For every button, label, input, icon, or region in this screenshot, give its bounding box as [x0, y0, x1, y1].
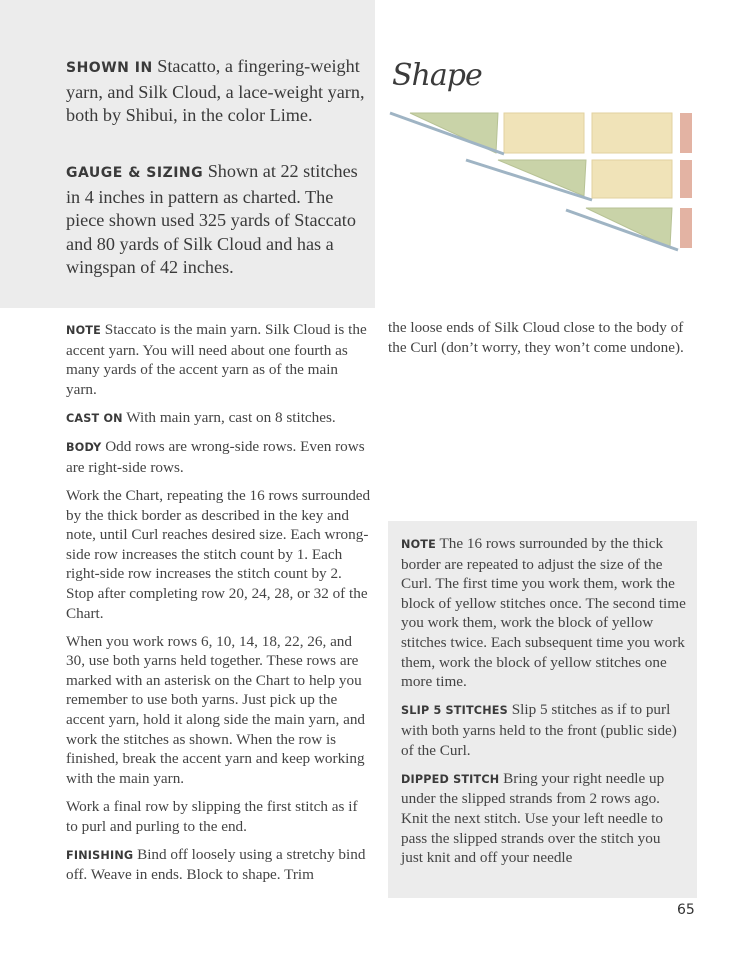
- note-text: Staccato is the main yarn. Silk Cloud is the accent yarn. You will need about one fourth as many yards of the accent yarn as of the main yarn.: [66, 321, 367, 398]
- finishing-paragraph: [66, 845, 371, 885]
- continuation-paragraph: the loose ends of Silk Cloud close to the body of the Curl (don’t worry, they won’t come undone).: [388, 319, 684, 356]
- gauge-paragraph: [66, 160, 366, 280]
- dipped-heading: DIPPED STITCH: [401, 772, 500, 786]
- gauge-heading: GAUGE & SIZING: [66, 165, 204, 181]
- slip-paragraph: [401, 700, 686, 760]
- note-box-content: [401, 534, 686, 876]
- shown-in-heading: SHOWN IN: [66, 60, 153, 76]
- right-column: [388, 318, 693, 366]
- note-box: [388, 521, 697, 898]
- pink-edge-2: [680, 160, 692, 198]
- note-box-text: The 16 rows surrounded by the thick border are repeated to adjust the size of the Curl. The first time you work them, work the block of yellow stitches once. The second time you work them, work the block of yellow stitches twice. Each subsequent time you work them, work the block of yellow stitches one more time.: [401, 535, 686, 691]
- yellow-block-1a: [504, 113, 584, 153]
- note-box-paragraph: [401, 534, 686, 692]
- page-number: 65: [677, 902, 695, 918]
- dipped-paragraph: [401, 769, 686, 868]
- cast-on-text: With main yarn, cast on 8 stitches.: [126, 408, 336, 426]
- cast-on-paragraph: [66, 408, 371, 429]
- pink-edge-3: [680, 208, 692, 248]
- rows-paragraph: When you work rows 6, 10, 14, 18, 22, 26, and 30, use both yarns held together. These rows are marked with an asterisk on the Chart to help you remember to use both yarns. Just pick up the accent yarn, hold it along side the main yarn, and work the stitches as shown. When the row is finished, break the accent yarn and keep working with the main yarn.: [66, 632, 366, 787]
- dipped-text: Bring your right needle up under the slipped strands from 2 rows ago. Knit the next stitch. Use your left needle to pass the slipped strands over the stitch you just knit and off your needle: [401, 769, 665, 867]
- body-heading: BODY: [66, 441, 102, 455]
- slip-text: Slip 5 stitches as if to purl with both yarns held to the front (public side) of the Curl.: [401, 701, 677, 759]
- cast-on-heading: CAST ON: [66, 411, 123, 425]
- note-heading: NOTE: [66, 324, 101, 337]
- final-row-paragraph: Work a final row by slipping the first stitch as if to purl and purling to the end.: [66, 798, 358, 835]
- intro-box: [0, 0, 375, 308]
- green-triangle-2: [498, 160, 586, 196]
- pink-edge-1: [680, 113, 692, 153]
- left-column: [66, 320, 371, 894]
- shown-in-paragraph: [66, 55, 366, 128]
- work-chart-paragraph: Work the Chart, repeating the 16 rows surrounded by the thick border as described in the key and note, until Curl reaches desired size. Each wrong-side row increases the stitch count by 1. Each right-side row increases the stitch count by 2. Stop after completing row 20, 24, 28, or 32 of the Chart.: [66, 486, 371, 622]
- note-paragraph: [66, 320, 371, 399]
- yellow-block-2: [592, 160, 672, 198]
- body-paragraph: [66, 437, 371, 477]
- shown-in-text: Stacatto, a fingering-weight yarn, and Silk Cloud, a lace-weight yarn, both by Shibui, in the color Lime.: [66, 56, 365, 126]
- body-text: Odd rows are wrong-side rows. Even rows are right-side rows.: [66, 438, 365, 476]
- note-box-heading: NOTE: [401, 538, 436, 551]
- shape-title: Shape: [392, 58, 482, 93]
- yellow-block-1b: [592, 113, 672, 153]
- finishing-text: Bind off loosely using a stretchy bind off. Weave in ends. Block to shape. Trim: [66, 845, 366, 884]
- gauge-text: Shown at 22 stitches in 4 inches in pattern as charted. The piece shown used 325 yards of Staccato and 80 yards of Silk Cloud and has a wingspan of 42 inches.: [66, 161, 358, 278]
- shape-diagram: [388, 108, 698, 253]
- finishing-heading: FINISHING: [66, 848, 134, 862]
- slip-heading: SLIP 5 STITCHES: [401, 704, 508, 718]
